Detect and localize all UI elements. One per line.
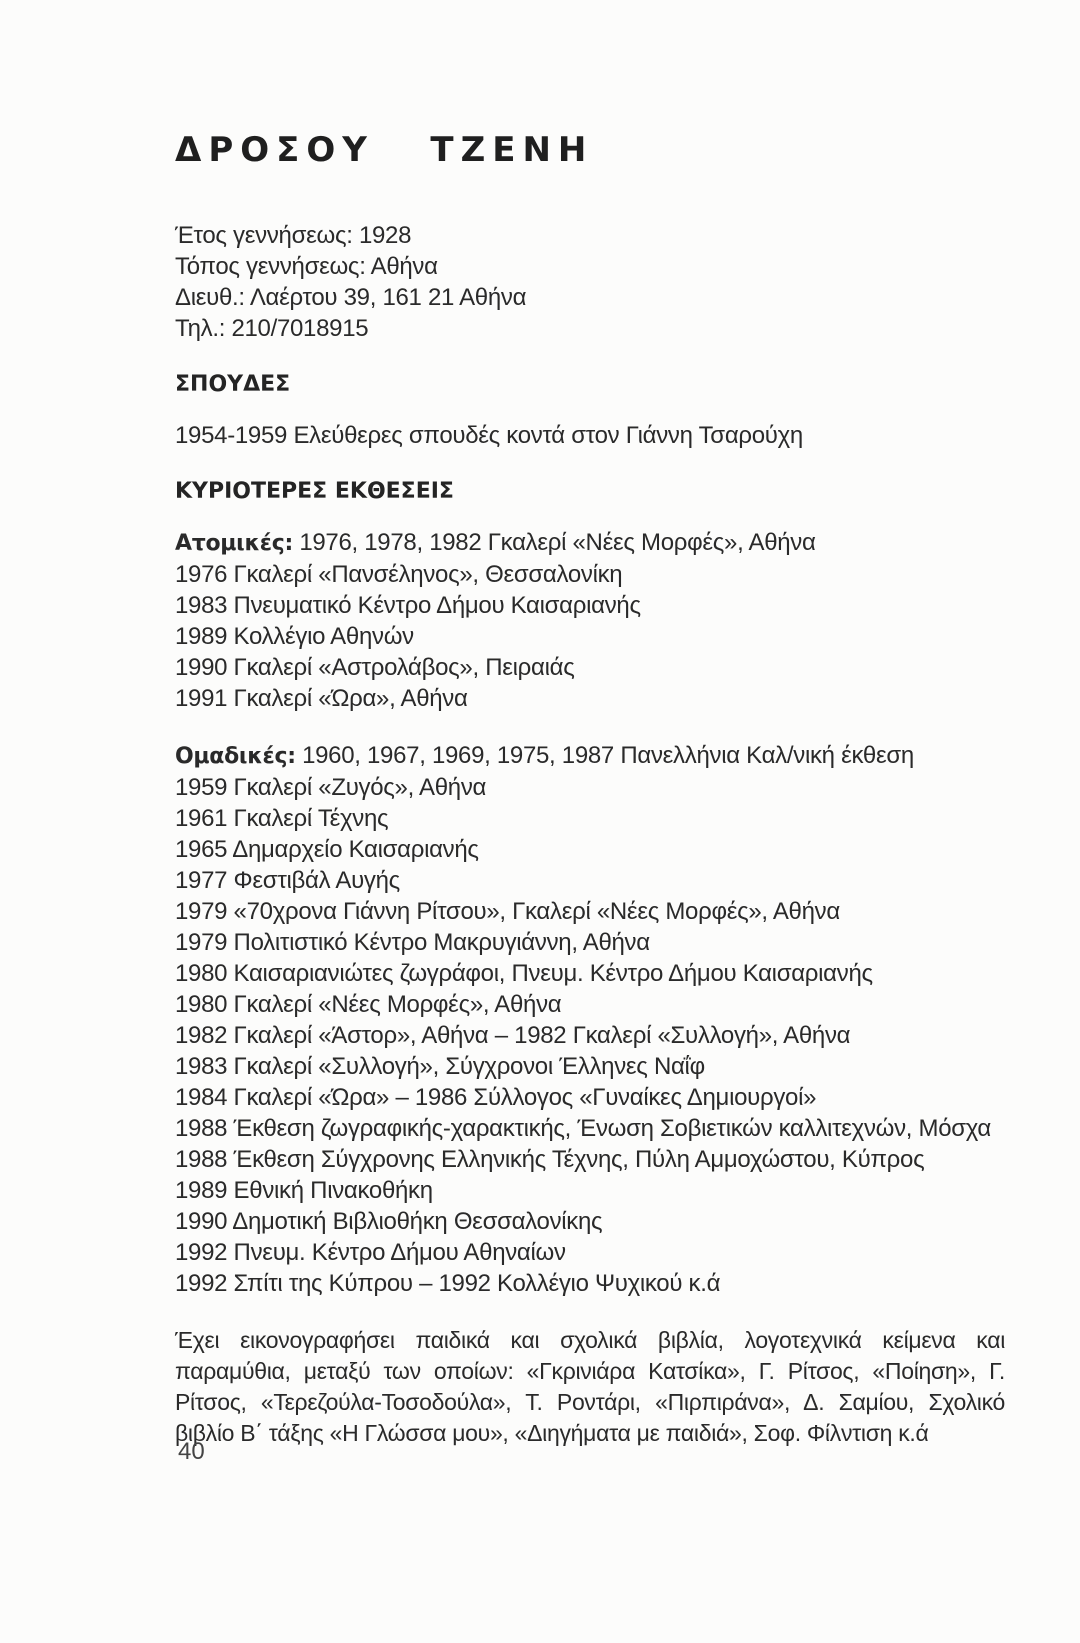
- illustration-paragraph: Έχει εικονογραφήσει παιδικά και σχολικά βιβλία, λογοτεχνικά κείμενα και παραμύθια, μεταξύ των οποίων: «Γκρινιάρα Κατσίκα», Γ. Ρίτσος, «Ποίηση», Γ. Ρίτσος, «Τερεζούλα-Τοσοδούλα», Τ. Ροντάρι, «Πιρπιράνα», Δ. Σαμίου, Σχολικό βιβλίο Β΄ τάξης «Η Γλώσσα μου», «Διηγήματα με παιδιά», Σοφ. Φίλντιση κ.ά: [175, 1327, 1005, 1446]
- group-item: 1988 Έκθεση ζωγραφικής-χαρακτικής, Ένωση Σοβιετικών καλλιτεχνών, Μόσχα: [175, 1115, 992, 1142]
- group-item: 1989 Εθνική Πινακοθήκη: [175, 1177, 433, 1204]
- studies-heading: ΣΠΟΥΔΕΣ: [175, 372, 291, 397]
- group-item: 1965 Δημαρχείο Καισαριανής: [175, 836, 479, 863]
- solo-item: 1990 Γκαλερί «Αστρολάβος», Πειραιάς: [175, 654, 575, 681]
- group-exhibitions: [175, 740, 1005, 1299]
- group-first-line: [175, 740, 1005, 772]
- group-item: 1982 Γκαλερί «Άστορ», Αθήνα – 1982 Γκαλερί «Συλλογή», Αθήνα: [175, 1022, 851, 1049]
- solo-item: 1983 Πνευματικό Κέντρο Δήμου Καισαριανής: [175, 592, 641, 619]
- group-item: 1961 Γκαλερί Τέχνης: [175, 805, 389, 832]
- group-item: 1992 Σπίτι της Κύπρου – 1992 Κολλέγιο Ψυχικού κ.ά: [175, 1270, 721, 1297]
- solo-item: 1976 Γκαλερί «Πανσέληνος», Θεσσαλονίκη: [175, 561, 623, 588]
- solo-first-line: [175, 527, 1005, 559]
- group-item: 1979 «70χρονα Γιάννη Ρίτσου», Γκαλερί «Νέες Μορφές», Αθήνα: [175, 898, 840, 925]
- group-item: 1983 Γκαλερί «Συλλογή», Σύγχρονοι Έλληνες Ναΐφ: [175, 1053, 705, 1080]
- group-item: 1992 Πνευμ. Κέντρο Δήμου Αθηναίων: [175, 1239, 566, 1266]
- group-first-text: 1960, 1967, 1969, 1975, 1987 Πανελλήνια Καλ/νική έκθεση: [295, 742, 914, 769]
- birth-place: Τόπος γεννήσεως: Αθήνα: [175, 253, 438, 280]
- page-number: 40: [178, 1438, 205, 1465]
- group-item: 1980 Γκαλερί «Νέες Μορφές», Αθήνα: [175, 991, 562, 1018]
- group-item: 1988 Έκθεση Σύγχρονης Ελληνικής Τέχνης, Πύλη Αμμοχώστου, Κύπρος: [175, 1146, 925, 1173]
- group-item: 1984 Γκαλερί «Ώρα» – 1986 Σύλλογος «Γυναίκες Δημιουργοί»: [175, 1084, 817, 1111]
- exhibitions-heading: ΚΥΡΙΟΤΕΡΕΣ ΕΚΘΕΣΕΙΣ: [175, 479, 454, 504]
- solo-item: 1989 Κολλέγιο Αθηνών: [175, 623, 414, 650]
- group-label: Ομαδικές:: [175, 744, 296, 769]
- group-item: 1990 Δημοτική Βιβλιοθήκη Θεσσαλονίκης: [175, 1208, 603, 1235]
- solo-item: 1991 Γκαλερί «Ώρα», Αθήνα: [175, 685, 468, 712]
- document-page: [175, 130, 1005, 1449]
- group-item: 1959 Γκαλερί «Ζυγός», Αθήνα: [175, 774, 487, 801]
- studies-item: 1954-1959 Ελεύθερες σπουδές κοντά στον Γιάννη Τσαρούχη: [175, 422, 803, 449]
- solo-exhibitions: [175, 527, 1005, 714]
- artist-name-title: ΔΡΟΣΟΥ ΤΖΕΝΗ: [175, 130, 594, 170]
- solo-first-text: 1976, 1978, 1982 Γκαλερί «Νέες Μορφές», Αθήνα: [292, 529, 816, 556]
- personal-info: [175, 220, 1005, 344]
- phone: Τηλ.: 210/7018915: [175, 315, 369, 342]
- studies-list: [175, 420, 1005, 451]
- group-item: 1980 Καισαριανιώτες ζωγράφοι, Πνευμ. Κέντρο Δήμου Καισαριανής: [175, 960, 873, 987]
- group-item: 1979 Πολιτιστικό Κέντρο Μακρυγιάννη, Αθήνα: [175, 929, 650, 956]
- birth-year: Έτος γεννήσεως: 1928: [175, 222, 412, 249]
- solo-label: Ατομικές:: [175, 531, 293, 556]
- address: Διευθ.: Λαέρτου 39, 161 21 Αθήνα: [175, 284, 527, 311]
- group-item: 1977 Φεστιβάλ Αυγής: [175, 867, 400, 894]
